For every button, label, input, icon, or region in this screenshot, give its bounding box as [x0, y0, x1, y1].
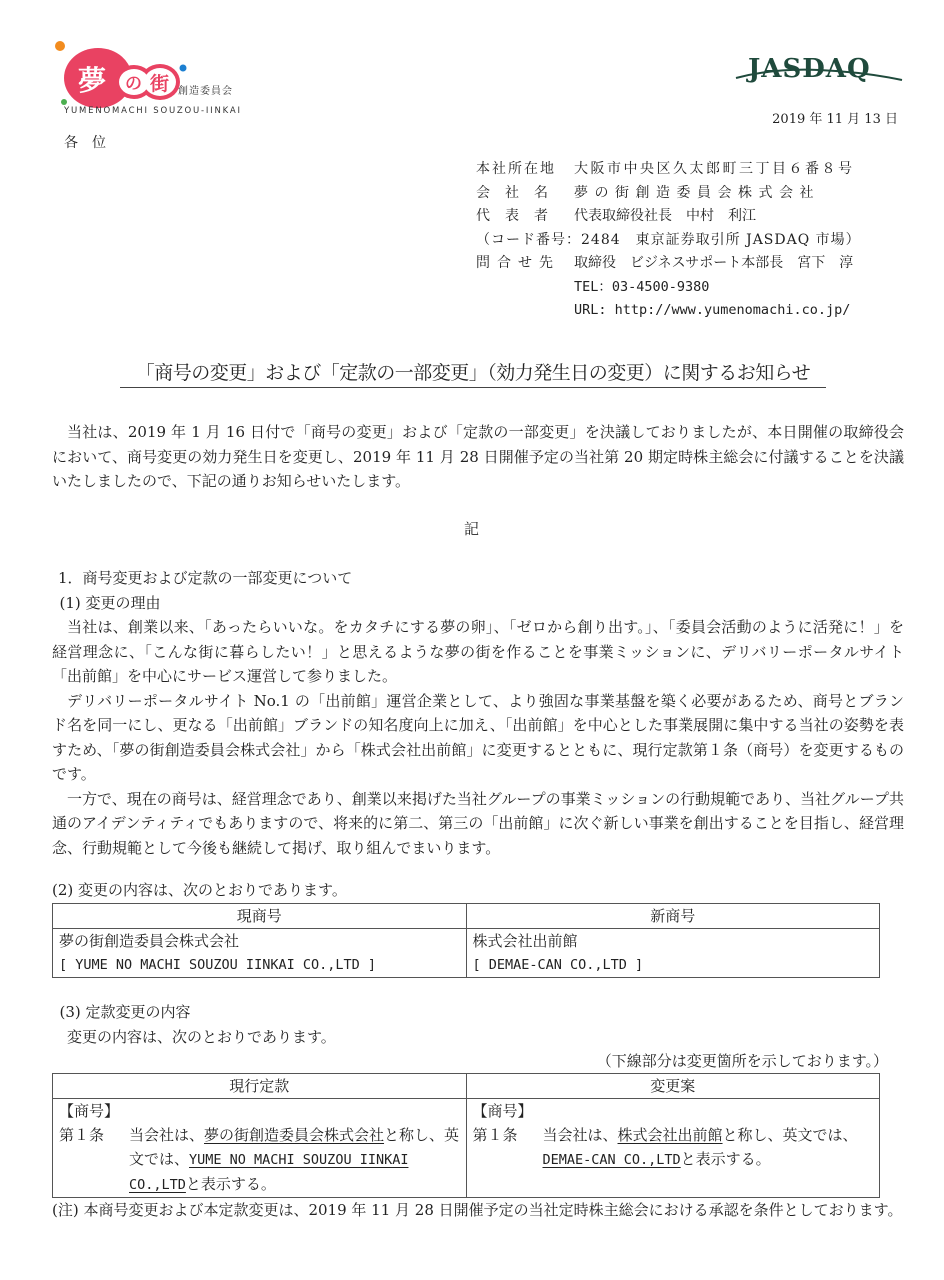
- trade-name-table: [52, 903, 880, 978]
- section-1: [52, 566, 904, 860]
- info-tel: [476, 276, 861, 300]
- table-row: [53, 929, 880, 978]
- jasdaq-wordmark: JASDAQ: [748, 54, 871, 84]
- current-section-title: 【商号】: [59, 1102, 120, 1120]
- underline-note: （下線部分は変更箇所を示しております。）: [596, 1052, 888, 1070]
- proposed-article-pre: 当会社は、: [542, 1126, 618, 1144]
- contact-url[interactable]: URL: http://www.yumenomachi.co.jp/: [574, 302, 851, 318]
- header-current-name: 現商号: [53, 904, 467, 929]
- table-header-row: [53, 904, 880, 929]
- current-name-en: [ YUME NO MACHI SOUZOU IINKAI CO.,LTD ]: [59, 957, 376, 973]
- document-date: 2019 年 11 月 13 日: [772, 112, 898, 127]
- logo-dot-blue: [180, 65, 187, 72]
- proposed-article-no: 第１条: [472, 1126, 518, 1144]
- current-article-cell: [53, 1099, 467, 1198]
- articles-table: [52, 1073, 880, 1198]
- logo-name-en: YUMENOMACHI SOUZOU-IINKAI: [64, 106, 242, 116]
- new-name-en: [ DEMAE-CAN CO.,LTD ]: [472, 957, 644, 973]
- logo-mark-yume: 夢: [78, 64, 107, 97]
- reason-heading: (1) 変更の理由: [59, 593, 161, 612]
- proposed-article-cell: [466, 1099, 880, 1198]
- current-article-text: [129, 1123, 460, 1197]
- articles-heading: (3) 定款変更の内容: [59, 1003, 191, 1021]
- contact-tel: TEL：03-4500-9380: [574, 278, 710, 295]
- info-address: [476, 158, 861, 182]
- jasdaq-logo: [734, 48, 904, 88]
- current-article-pre: 当会社は、: [129, 1126, 205, 1144]
- proposed-article-mid: と称し、英文では、: [722, 1126, 858, 1144]
- proposed-article-name: 株式会社出前館: [617, 1126, 723, 1144]
- proposed-article-row: [473, 1123, 874, 1172]
- current-article-no: 第１条: [59, 1126, 105, 1144]
- header-proposed-articles: 変更案: [466, 1074, 880, 1099]
- section-1-heading: 1．商号変更および定款の一部変更について: [58, 569, 353, 587]
- logo-name-jp: 創造委員会: [178, 86, 233, 97]
- info-company-name: [476, 182, 861, 206]
- logo-mark-no: の: [125, 74, 142, 94]
- logo-dot-orange: [55, 41, 65, 51]
- representative-label: 代表者: [476, 208, 563, 224]
- company-info: [476, 158, 861, 323]
- representative-value: 代表取締役社長 中村 利江: [574, 208, 756, 224]
- address-label: 本社所在地: [476, 161, 556, 177]
- document-title: 「商号の変更」および「定款の一部変更」（効力発生日の変更）に関するお知らせ: [120, 358, 826, 388]
- articles-block: [52, 1000, 904, 1049]
- proposed-section-title: 【商号】: [472, 1102, 533, 1120]
- proposed-article-en: DEMAE-CAN CO.,LTD: [542, 1152, 681, 1168]
- stock-code-line: （コード番号：2484 東京証券取引所 JASDAQ 市場）: [476, 231, 861, 248]
- info-code: [476, 229, 861, 253]
- new-name-jp: 株式会社出前館: [472, 932, 578, 950]
- reason-paragraph-1: 当社は、創業以来、「あったらいいな。をカタチにする夢の卵」、「ゼロから創り出す。」、「委員会活動のように活発に！」を経営理念に、「こんな街に暮らしたい！」と思えるような夢の街を作ることを事業ミッションに、デリバリーポータルサイト「出前館」を中心にサービス運営して参りました。: [52, 618, 904, 685]
- proposed-article-post: と表示する。: [680, 1150, 771, 1168]
- table-row: [53, 1099, 880, 1198]
- logo-dot-green: [61, 99, 67, 105]
- addressee: 各位: [64, 135, 120, 151]
- ki-marker: 記: [464, 520, 480, 538]
- current-article-row: [59, 1123, 460, 1197]
- articles-intro: 変更の内容は、次のとおりであります。: [67, 1027, 336, 1046]
- logo-mark-machi: 街: [150, 73, 170, 95]
- address-value: 大阪市中央区久太郎町三丁目６番８号: [574, 161, 855, 177]
- company-name-value: 夢の街創造委員会株式会社: [574, 184, 820, 201]
- intro-paragraph: 当社は、2019 年 1 月 16 日付で「商号の変更」および「定款の一部変更」を決議しておりましたが、本日開催の取締役会において、商号変更の効力発生日を変更し、2019 年 11 月 28 日開催予定の当社第 20 期定時株主総会に付議することを決議いたしましたので、下記の通りお知らせいたします。: [52, 423, 904, 490]
- info-url: [476, 299, 861, 323]
- current-article-name: 夢の街創造委員会株式会社: [204, 1126, 385, 1144]
- contact-value: 取締役 ビジネスサポート本部長 宮下 淳: [574, 255, 854, 271]
- current-article-mid: と称し、英文では、: [129, 1126, 460, 1168]
- info-contact: [476, 252, 861, 276]
- proposed-article-text: [543, 1123, 874, 1172]
- table-header-row: [53, 1074, 880, 1099]
- reason-paragraph-3: 一方で、現在の商号は、経営理念であり、創業以来掲げた当社グループの事業ミッションの行動規範であり、当社グループ共通のアイデンティティでもありますので、将来的に第二、第三の「出前館」に次ぐ新しい事業を創出することを目指し、経営理念、行動規範として今後も継続して掲げ、取り組んでまいります。: [52, 789, 904, 857]
- header-new-name: 新商号: [466, 904, 880, 929]
- info-representative: [476, 205, 861, 229]
- header-current-articles: 現行定款: [53, 1074, 467, 1099]
- current-article-post: と表示する。: [185, 1175, 276, 1193]
- current-name-jp: 夢の街創造委員会株式会社: [59, 932, 240, 950]
- reason-paragraph-2: デリバリーポータルサイト No.1 の「出前館」運営企業として、より強固な事業基盤を築く必要があるため、商号とブランド名を同一にし、更なる「出前館」ブランドの知名度向上に加え、「出前館」を中心とした事業展開に集中する当社の姿勢を表すため、「夢の街創造委員会株式会社」から「株式会社出前館」に変更するとともに、現行定款第１条（商号）を変更するものです。: [52, 691, 904, 783]
- company-name-label: 会社名: [476, 184, 563, 201]
- contact-label: 問合せ先: [476, 255, 560, 271]
- current-name-cell: [53, 929, 467, 978]
- content-heading: (2) 変更の内容は、次のとおりであります。: [52, 881, 347, 899]
- footnote: (注) 本商号変更および本定款変更は、2019 年 11 月 28 日開催予定の当社定時株主総会における承認を条件としております。: [52, 1201, 903, 1219]
- current-article-en: YUME NO MACHI SOUZOU IINKAI CO.,LTD: [129, 1152, 409, 1193]
- new-name-cell: [466, 929, 880, 978]
